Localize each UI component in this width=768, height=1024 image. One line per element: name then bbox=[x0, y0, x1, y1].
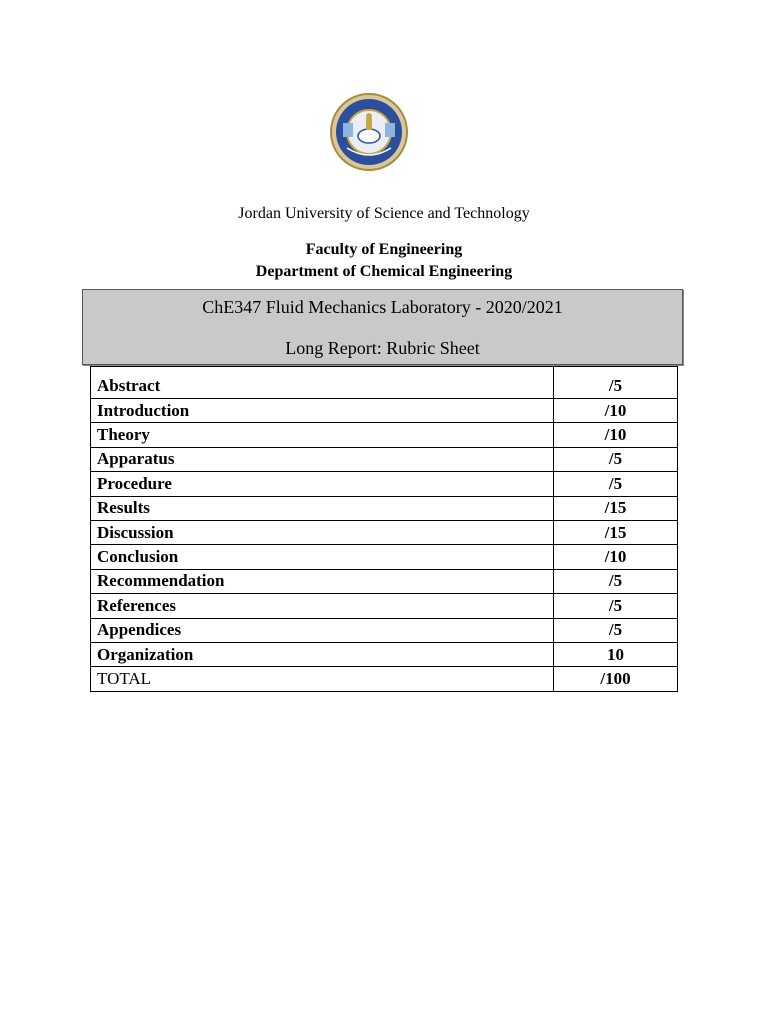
table-row bbox=[91, 423, 678, 447]
criterion-cell: Procedure bbox=[91, 472, 554, 496]
points-cell: /10 bbox=[554, 545, 678, 569]
criterion-cell: Apparatus bbox=[91, 447, 554, 471]
university-logo bbox=[329, 92, 409, 172]
criterion-cell: Theory bbox=[91, 423, 554, 447]
faculty-name: Faculty of Engineering bbox=[305, 241, 463, 258]
university-name: Jordan University of Science and Technology bbox=[238, 205, 530, 222]
title-banner bbox=[82, 289, 683, 365]
table-row bbox=[91, 496, 678, 520]
criterion-cell: Abstract bbox=[91, 367, 554, 399]
table-row bbox=[91, 642, 678, 666]
table-row bbox=[91, 520, 678, 544]
table-row bbox=[91, 367, 678, 399]
points-cell: /10 bbox=[554, 423, 678, 447]
table-row bbox=[91, 472, 678, 496]
criterion-cell: Appendices bbox=[91, 618, 554, 642]
course-title: ChE347 Fluid Mechanics Laboratory - 2020/2021 bbox=[202, 297, 563, 317]
points-cell: /5 bbox=[554, 367, 678, 399]
criterion-cell: Recommendation bbox=[91, 569, 554, 593]
table-row bbox=[91, 399, 678, 423]
criterion-cell: Introduction bbox=[91, 399, 554, 423]
table-row bbox=[91, 618, 678, 642]
points-cell: /5 bbox=[554, 594, 678, 618]
university-seal-icon bbox=[329, 92, 409, 172]
table-row bbox=[91, 594, 678, 618]
points-cell: /5 bbox=[554, 472, 678, 496]
department-name: Department of Chemical Engineering bbox=[255, 263, 513, 280]
points-cell: /15 bbox=[554, 496, 678, 520]
points-cell: /15 bbox=[554, 520, 678, 544]
points-cell: /5 bbox=[554, 569, 678, 593]
points-cell: /5 bbox=[554, 618, 678, 642]
points-cell: /10 bbox=[554, 399, 678, 423]
total-label: TOTAL bbox=[91, 667, 554, 691]
table-row bbox=[91, 569, 678, 593]
criterion-cell: Discussion bbox=[91, 520, 554, 544]
points-cell: 10 bbox=[554, 642, 678, 666]
total-points: /100 bbox=[554, 667, 678, 691]
table-row bbox=[91, 447, 678, 471]
report-subtitle: Long Report: Rubric Sheet bbox=[285, 338, 480, 358]
total-row bbox=[91, 667, 678, 691]
rubric-table bbox=[90, 366, 678, 692]
table-row bbox=[91, 545, 678, 569]
criterion-cell: Results bbox=[91, 496, 554, 520]
points-cell: /5 bbox=[554, 447, 678, 471]
criterion-cell: Conclusion bbox=[91, 545, 554, 569]
criterion-cell: Organization bbox=[91, 642, 554, 666]
criterion-cell: References bbox=[91, 594, 554, 618]
